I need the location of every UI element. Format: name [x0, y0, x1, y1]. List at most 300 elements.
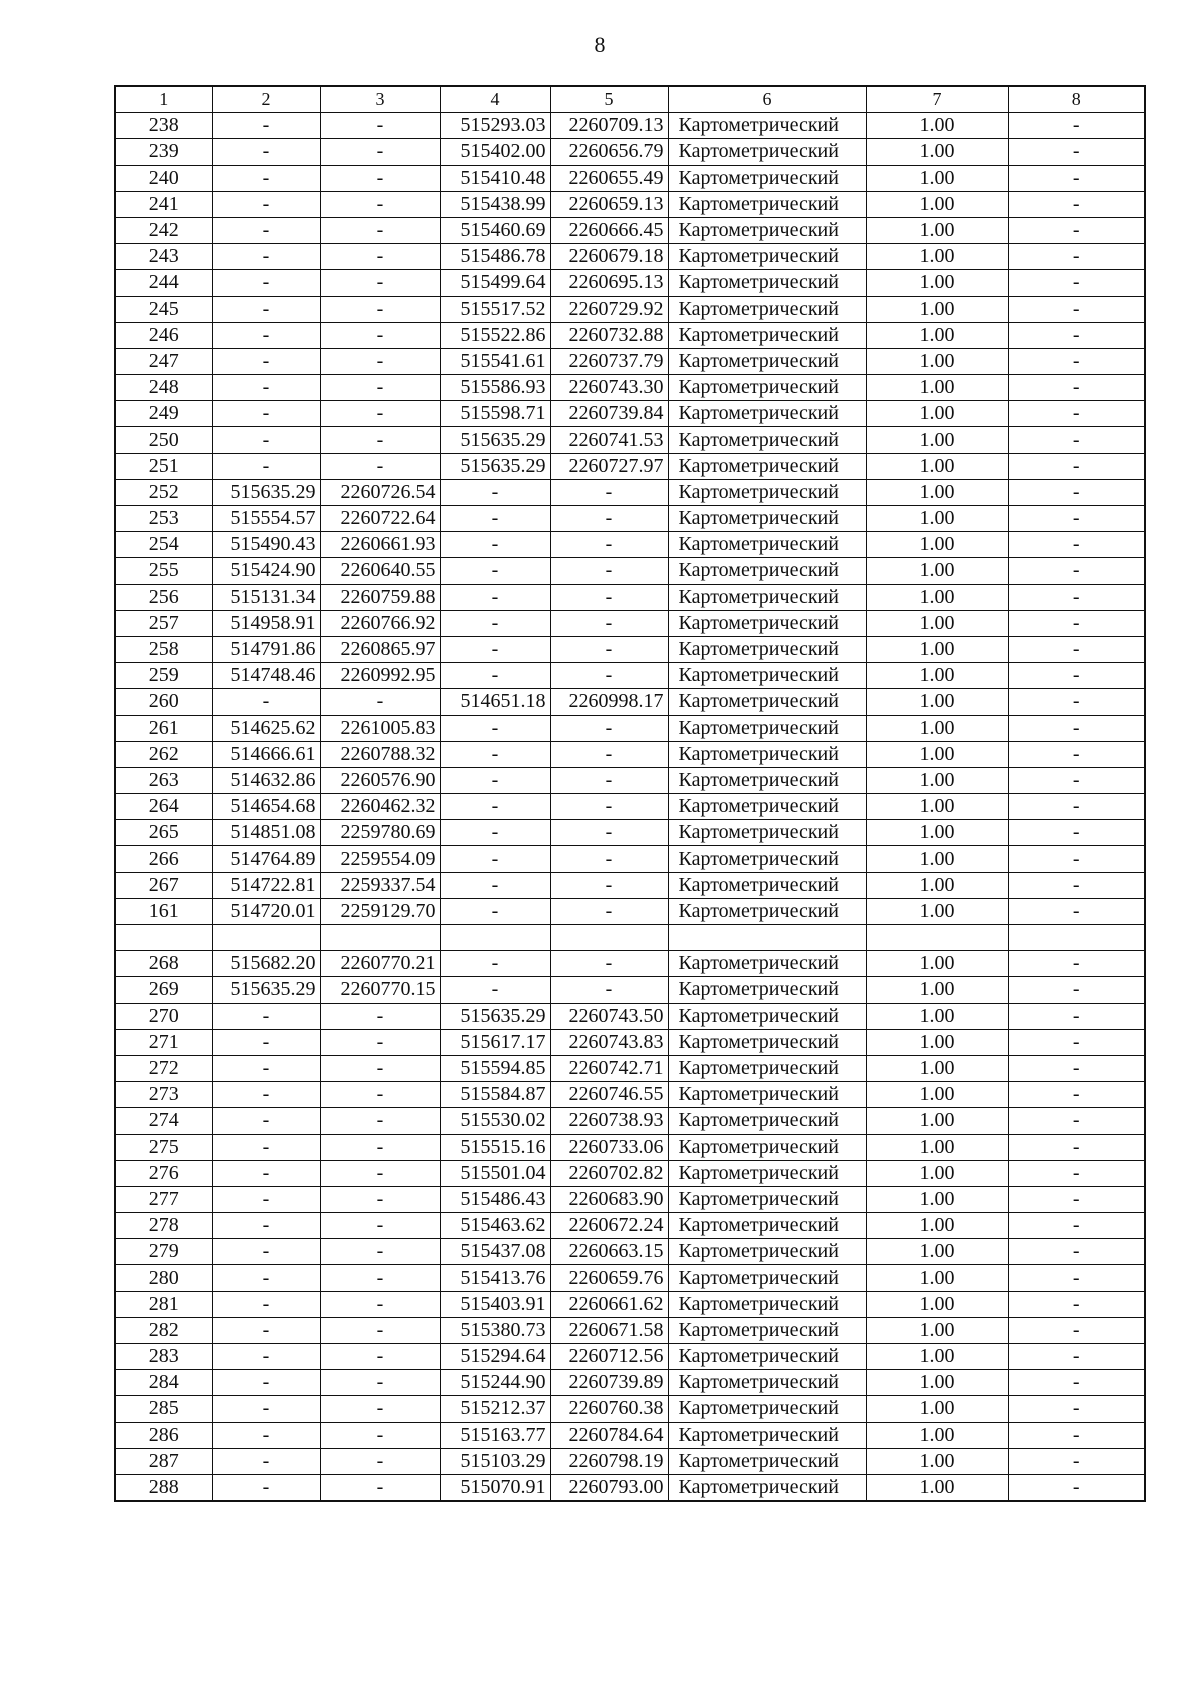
table-row — [115, 1134, 1145, 1160]
table-cell: 254 — [115, 532, 212, 558]
table-cell: 514748.46 — [212, 663, 320, 689]
table-cell: - — [550, 584, 668, 610]
table-cell: 1.00 — [866, 532, 1008, 558]
table-cell: 2259129.70 — [320, 898, 440, 924]
table-cell: Картометрический — [668, 977, 866, 1003]
table-cell: - — [440, 715, 550, 741]
table-cell: 514632.86 — [212, 767, 320, 793]
table-cell: 1.00 — [866, 1474, 1008, 1501]
table-cell: 1.00 — [866, 1160, 1008, 1186]
table-cell: - — [212, 348, 320, 374]
table-cell: 515530.02 — [440, 1108, 550, 1134]
table-cell: - — [212, 1029, 320, 1055]
table-cell: - — [212, 322, 320, 348]
table-cell: 245 — [115, 296, 212, 322]
table-cell: 2260733.06 — [550, 1134, 668, 1160]
table-cell: 1.00 — [866, 663, 1008, 689]
table-cell: - — [212, 1239, 320, 1265]
table-cell: Картометрический — [668, 951, 866, 977]
table-cell: 288 — [115, 1474, 212, 1501]
table-cell: 515463.62 — [440, 1213, 550, 1239]
table-cell: 2260672.24 — [550, 1213, 668, 1239]
table-cell: 1.00 — [866, 1003, 1008, 1029]
table-cell: Картометрический — [668, 453, 866, 479]
table-cell: - — [212, 1422, 320, 1448]
table-cell: - — [440, 636, 550, 662]
table-cell: 238 — [115, 113, 212, 139]
table-cell: - — [320, 427, 440, 453]
table-row — [115, 741, 1145, 767]
table-cell: 2260784.64 — [550, 1422, 668, 1448]
table-cell: - — [320, 270, 440, 296]
table-cell: - — [1008, 401, 1145, 427]
table-cell: - — [1008, 872, 1145, 898]
table-header-row — [115, 86, 1145, 113]
table-cell: - — [320, 1029, 440, 1055]
table-cell: - — [212, 217, 320, 243]
table-cell: 263 — [115, 767, 212, 793]
table-cell: - — [212, 1474, 320, 1501]
table-cell: 2260865.97 — [320, 636, 440, 662]
table-cell: - — [320, 1291, 440, 1317]
table-cell: - — [1008, 1186, 1145, 1212]
table-row — [115, 1396, 1145, 1422]
table-cell: 1.00 — [866, 1082, 1008, 1108]
table-row — [115, 846, 1145, 872]
table-cell: - — [550, 636, 668, 662]
table-cell: 514720.01 — [212, 898, 320, 924]
column-header: 3 — [320, 86, 440, 113]
table-cell: 1.00 — [866, 558, 1008, 584]
table-cell: - — [1008, 1134, 1145, 1160]
table-cell: - — [1008, 846, 1145, 872]
table-cell: 2260737.79 — [550, 348, 668, 374]
table-cell: - — [1008, 663, 1145, 689]
table-cell: - — [212, 1160, 320, 1186]
table-row — [115, 506, 1145, 532]
table-cell: Картометрический — [668, 165, 866, 191]
table-cell: 1.00 — [866, 1265, 1008, 1291]
table-cell: - — [212, 1213, 320, 1239]
table-cell: 284 — [115, 1370, 212, 1396]
table-cell: - — [1008, 1396, 1145, 1422]
table-cell: - — [320, 1108, 440, 1134]
table-cell: - — [550, 898, 668, 924]
table-cell: - — [1008, 296, 1145, 322]
table-cell: - — [212, 1370, 320, 1396]
table-cell: 2260640.55 — [320, 558, 440, 584]
table-cell: 1.00 — [866, 453, 1008, 479]
table-row — [115, 270, 1145, 296]
table-cell: 247 — [115, 348, 212, 374]
table-cell: Картометрический — [668, 1186, 866, 1212]
table-cell: 1.00 — [866, 375, 1008, 401]
table-cell: 515541.61 — [440, 348, 550, 374]
table-cell: 515438.99 — [440, 191, 550, 217]
table-cell: 2260743.30 — [550, 375, 668, 401]
table-cell — [440, 925, 550, 951]
table-cell: - — [212, 1265, 320, 1291]
table-cell: 515682.20 — [212, 951, 320, 977]
table-cell: 1.00 — [866, 401, 1008, 427]
table-cell: - — [550, 558, 668, 584]
table-row — [115, 1291, 1145, 1317]
table-cell: Картометрический — [668, 244, 866, 270]
table-cell: 276 — [115, 1160, 212, 1186]
table-cell: Картометрический — [668, 1317, 866, 1343]
table-cell: 2260739.89 — [550, 1370, 668, 1396]
table-cell: 515499.64 — [440, 270, 550, 296]
table-cell: - — [440, 794, 550, 820]
table-cell: 2260743.50 — [550, 1003, 668, 1029]
table-cell: 2260666.45 — [550, 217, 668, 243]
table-cell: - — [550, 846, 668, 872]
table-cell: Картометрический — [668, 1134, 866, 1160]
table-cell: 251 — [115, 453, 212, 479]
table-row — [115, 1265, 1145, 1291]
table-row — [115, 1082, 1145, 1108]
table-cell: - — [212, 1317, 320, 1343]
table-cell: - — [320, 1213, 440, 1239]
table-cell: - — [1008, 1213, 1145, 1239]
table-cell: Картометрический — [668, 1055, 866, 1081]
table-cell: 2260712.56 — [550, 1344, 668, 1370]
table-cell: - — [320, 1474, 440, 1501]
table-cell: 242 — [115, 217, 212, 243]
table-cell: 2260661.93 — [320, 532, 440, 558]
table-cell: 2260742.71 — [550, 1055, 668, 1081]
table-cell — [866, 925, 1008, 951]
table-cell: - — [1008, 1160, 1145, 1186]
table-cell: - — [1008, 375, 1145, 401]
table-cell: Картометрический — [668, 584, 866, 610]
table-cell: 1.00 — [866, 296, 1008, 322]
table-cell: 2260992.95 — [320, 663, 440, 689]
table-cell: - — [320, 296, 440, 322]
table-cell: 243 — [115, 244, 212, 270]
table-cell: 515635.29 — [440, 453, 550, 479]
table-row — [115, 1003, 1145, 1029]
table-cell: Картометрический — [668, 689, 866, 715]
table-cell: - — [212, 1108, 320, 1134]
table-cell: 2260766.92 — [320, 610, 440, 636]
table-cell: - — [1008, 453, 1145, 479]
table-cell: - — [1008, 584, 1145, 610]
table-cell: - — [1008, 1344, 1145, 1370]
table-row — [115, 767, 1145, 793]
table-cell: 1.00 — [866, 217, 1008, 243]
table-row — [115, 165, 1145, 191]
table-cell: - — [212, 401, 320, 427]
table-cell: - — [320, 217, 440, 243]
table-cell: - — [1008, 558, 1145, 584]
table-cell: 1.00 — [866, 1291, 1008, 1317]
column-header: 7 — [866, 86, 1008, 113]
table-cell: 260 — [115, 689, 212, 715]
table-cell: 241 — [115, 191, 212, 217]
table-cell: - — [212, 427, 320, 453]
table-cell: - — [1008, 1370, 1145, 1396]
table-row — [115, 532, 1145, 558]
table-cell: Картометрический — [668, 139, 866, 165]
table-cell: Картометрический — [668, 1265, 866, 1291]
table-cell: 514722.81 — [212, 872, 320, 898]
table-cell: - — [1008, 1029, 1145, 1055]
table-cell: - — [320, 113, 440, 139]
table-cell: 2260738.93 — [550, 1108, 668, 1134]
table-row — [115, 191, 1145, 217]
table-row — [115, 636, 1145, 662]
table-cell: 261 — [115, 715, 212, 741]
table-cell: - — [212, 1448, 320, 1474]
table-cell: - — [320, 348, 440, 374]
table-cell: - — [1008, 1474, 1145, 1501]
table-cell: - — [320, 191, 440, 217]
table-cell: - — [1008, 506, 1145, 532]
table-cell: - — [440, 820, 550, 846]
table-cell: 2259780.69 — [320, 820, 440, 846]
table-cell: 268 — [115, 951, 212, 977]
table-cell: 2260683.90 — [550, 1186, 668, 1212]
table-cell: 515594.85 — [440, 1055, 550, 1081]
table-cell: - — [440, 951, 550, 977]
table-cell: 514651.18 — [440, 689, 550, 715]
table-cell: - — [1008, 348, 1145, 374]
table-cell: - — [320, 453, 440, 479]
table-row — [115, 139, 1145, 165]
table-cell: Картометрический — [668, 375, 866, 401]
table-cell: 2260793.00 — [550, 1474, 668, 1501]
table-cell: 274 — [115, 1108, 212, 1134]
table-cell: 2260679.18 — [550, 244, 668, 270]
column-header: 5 — [550, 86, 668, 113]
table-cell: 515617.17 — [440, 1029, 550, 1055]
table-cell: 1.00 — [866, 1396, 1008, 1422]
table-cell: - — [550, 532, 668, 558]
table-cell: - — [212, 453, 320, 479]
table-row — [115, 244, 1145, 270]
table-cell: - — [320, 375, 440, 401]
table-cell: - — [550, 951, 668, 977]
table-cell: - — [212, 139, 320, 165]
table-row — [115, 925, 1145, 951]
table-cell: 253 — [115, 506, 212, 532]
table-row — [115, 1344, 1145, 1370]
table-cell: 282 — [115, 1317, 212, 1343]
table-cell: Картометрический — [668, 113, 866, 139]
table-cell: 2260729.92 — [550, 296, 668, 322]
table-cell: - — [320, 1082, 440, 1108]
table-cell: Картометрический — [668, 1082, 866, 1108]
table-cell: 1.00 — [866, 898, 1008, 924]
column-header: 4 — [440, 86, 550, 113]
table-cell: 515410.48 — [440, 165, 550, 191]
table-cell: Картометрический — [668, 1474, 866, 1501]
table-cell: Картометрический — [668, 270, 866, 296]
table-cell: 262 — [115, 741, 212, 767]
table-cell: - — [320, 165, 440, 191]
table-body — [115, 86, 1145, 1501]
table-cell: 1.00 — [866, 1108, 1008, 1134]
table-cell: - — [320, 1344, 440, 1370]
table-cell: Картометрический — [668, 1370, 866, 1396]
table-row — [115, 479, 1145, 505]
table-cell: Картометрический — [668, 872, 866, 898]
table-cell: - — [212, 244, 320, 270]
table-cell: 515486.78 — [440, 244, 550, 270]
table-cell: - — [320, 1370, 440, 1396]
table-cell: 2260759.88 — [320, 584, 440, 610]
table-cell: - — [320, 1265, 440, 1291]
table-cell: 515131.34 — [212, 584, 320, 610]
table-cell: - — [320, 401, 440, 427]
table-cell: Картометрический — [668, 427, 866, 453]
table-cell: 515501.04 — [440, 1160, 550, 1186]
table-cell: - — [1008, 741, 1145, 767]
table-cell: - — [1008, 1108, 1145, 1134]
page-number: 8 — [594, 32, 606, 57]
table-cell: 283 — [115, 1344, 212, 1370]
table-cell: Картометрический — [668, 663, 866, 689]
table-cell: 2260770.21 — [320, 951, 440, 977]
table-cell: 515380.73 — [440, 1317, 550, 1343]
table-cell: - — [440, 558, 550, 584]
table-cell: 1.00 — [866, 270, 1008, 296]
table-cell: 2260741.53 — [550, 427, 668, 453]
table-cell: 2259554.09 — [320, 846, 440, 872]
table-cell — [1008, 925, 1145, 951]
table-cell: 265 — [115, 820, 212, 846]
table-cell: 1.00 — [866, 322, 1008, 348]
table-cell: - — [212, 191, 320, 217]
table-cell: 2260659.76 — [550, 1265, 668, 1291]
table-cell: 1.00 — [866, 610, 1008, 636]
table-cell: 259 — [115, 663, 212, 689]
table-cell: 1.00 — [866, 506, 1008, 532]
table-cell: 514625.62 — [212, 715, 320, 741]
table-cell: 244 — [115, 270, 212, 296]
table-cell: Картометрический — [668, 532, 866, 558]
table-cell: Картометрический — [668, 1344, 866, 1370]
table-row — [115, 610, 1145, 636]
table-cell: - — [440, 506, 550, 532]
table-cell: - — [550, 610, 668, 636]
table-cell: - — [320, 322, 440, 348]
table-cell: 1.00 — [866, 977, 1008, 1003]
table-row — [115, 1239, 1145, 1265]
table-cell: 2260760.38 — [550, 1396, 668, 1422]
table-cell: 2260462.32 — [320, 794, 440, 820]
table-cell: - — [1008, 689, 1145, 715]
table-row — [115, 794, 1145, 820]
column-header: 6 — [668, 86, 866, 113]
table-cell: Картометрический — [668, 715, 866, 741]
table-cell: 515424.90 — [212, 558, 320, 584]
table-cell: 2260661.62 — [550, 1291, 668, 1317]
table-cell: - — [212, 113, 320, 139]
table-cell: - — [320, 1396, 440, 1422]
table-cell: 515413.76 — [440, 1265, 550, 1291]
table-row — [115, 951, 1145, 977]
table-cell: 287 — [115, 1448, 212, 1474]
table-cell: 277 — [115, 1186, 212, 1212]
table-cell: - — [1008, 217, 1145, 243]
table-cell: 256 — [115, 584, 212, 610]
table-cell: 1.00 — [866, 1186, 1008, 1212]
table-cell: 1.00 — [866, 872, 1008, 898]
table-cell: - — [1008, 532, 1145, 558]
table-cell: 515403.91 — [440, 1291, 550, 1317]
table-cell: 2261005.83 — [320, 715, 440, 741]
table-row — [115, 558, 1145, 584]
table-row — [115, 715, 1145, 741]
table-cell: 2259337.54 — [320, 872, 440, 898]
table-cell: 248 — [115, 375, 212, 401]
table-cell: 2260727.97 — [550, 453, 668, 479]
table-row — [115, 375, 1145, 401]
table-cell: Картометрический — [668, 1003, 866, 1029]
table-cell: - — [1008, 610, 1145, 636]
table-cell: - — [1008, 1448, 1145, 1474]
table-cell: 239 — [115, 139, 212, 165]
table-cell: 514958.91 — [212, 610, 320, 636]
table-cell: 1.00 — [866, 584, 1008, 610]
table-cell: Картометрический — [668, 1448, 866, 1474]
table-cell: - — [1008, 715, 1145, 741]
table-row — [115, 453, 1145, 479]
table-cell: 1.00 — [866, 1134, 1008, 1160]
table-cell: - — [1008, 479, 1145, 505]
table-cell: 279 — [115, 1239, 212, 1265]
table-cell: 2260702.82 — [550, 1160, 668, 1186]
table-cell: - — [320, 1003, 440, 1029]
table-cell: Картометрический — [668, 898, 866, 924]
table-cell: - — [550, 872, 668, 898]
table-cell: 2260732.88 — [550, 322, 668, 348]
table-cell: - — [1008, 113, 1145, 139]
table-cell: - — [212, 1055, 320, 1081]
table-cell: 1.00 — [866, 1422, 1008, 1448]
table-cell: 515522.86 — [440, 322, 550, 348]
table-cell: - — [1008, 1055, 1145, 1081]
table-cell: 1.00 — [866, 165, 1008, 191]
table-cell: - — [212, 1396, 320, 1422]
table-row — [115, 898, 1145, 924]
table-cell: 275 — [115, 1134, 212, 1160]
table-cell: - — [1008, 794, 1145, 820]
table-cell: - — [440, 663, 550, 689]
table-cell: - — [1008, 1291, 1145, 1317]
table-cell: - — [550, 820, 668, 846]
table-cell: - — [1008, 244, 1145, 270]
table-cell: 515515.16 — [440, 1134, 550, 1160]
table-cell: 514851.08 — [212, 820, 320, 846]
table-cell: - — [440, 741, 550, 767]
table-cell: - — [212, 1003, 320, 1029]
table-cell: Картометрический — [668, 1160, 866, 1186]
table-cell: 514764.89 — [212, 846, 320, 872]
table-row — [115, 1186, 1145, 1212]
table-cell: 1.00 — [866, 820, 1008, 846]
table-cell: 2260743.83 — [550, 1029, 668, 1055]
table-cell: 515517.52 — [440, 296, 550, 322]
table-cell: - — [320, 1422, 440, 1448]
table-cell: 2260576.90 — [320, 767, 440, 793]
table-cell: 271 — [115, 1029, 212, 1055]
table-cell: - — [440, 610, 550, 636]
coordinates-table — [114, 85, 1146, 1502]
table-cell: - — [212, 1344, 320, 1370]
